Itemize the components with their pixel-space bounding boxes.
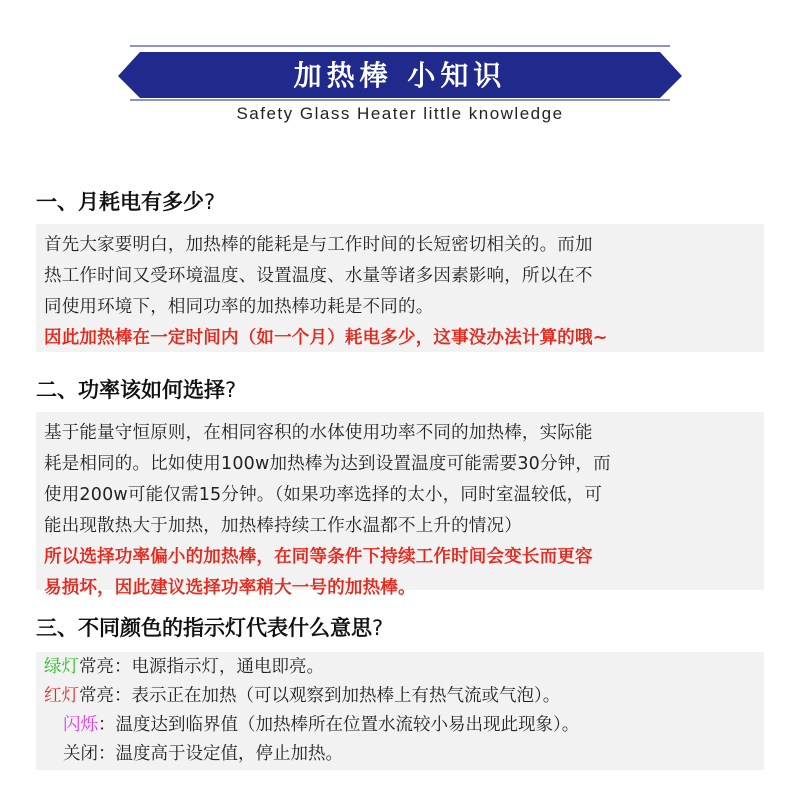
section-1-heading-text: 一、月耗电有多少	[36, 190, 204, 214]
section-1-line: 热工作时间又受环境温度、设置温度、水量等诸多因素影响，所以在不	[44, 266, 593, 286]
section-1-question-mark: ?	[204, 190, 216, 214]
section-1-highlight: 因此加热棒在一定时间内（如一个月）耗电多少，这事没办法计算的哦~	[44, 328, 608, 348]
indicator-blink-row	[44, 711, 756, 740]
indicator-panel	[36, 652, 764, 770]
banner-subtitle: Safety Glass Heater little knowledge	[236, 104, 564, 123]
red-lamp-label: 红灯	[44, 686, 79, 706]
section-2-question-mark: ?	[225, 378, 237, 402]
green-lamp-label: 绿灯	[44, 657, 79, 677]
indicator-red-row	[44, 682, 756, 711]
section-3-question-mark: ?	[372, 616, 384, 640]
section-2-line: 基于能量守恒原则，在相同容积的水体使用功率不同的加热棒，实际能	[44, 423, 593, 443]
green-lamp-state: 常亮：	[79, 657, 132, 677]
blink-state-label: 闪烁	[63, 715, 98, 735]
section-3-heading-text: 三、不同颜色的指示灯代表什么意思	[36, 616, 372, 640]
off-meaning: 温度高于设定值，停止加热。	[115, 744, 343, 764]
indicator-green-row	[44, 653, 756, 682]
section-1-panel	[36, 224, 764, 352]
section-2-line: 使用200w可能仅需15分钟。（如果功率选择的太小，同时室温较低，可	[44, 485, 603, 505]
section-1-line: 首先大家要明白，加热棒的能耗是与工作时间的长短密切相关的。而加	[44, 235, 593, 255]
blink-meaning: ：温度达到临界值（加热棒所在位置水流较小易出现此现象）。	[98, 715, 580, 735]
banner-title: 加热棒 小知识	[293, 59, 507, 92]
section-1-heading	[36, 186, 215, 216]
section-2-heading	[36, 374, 236, 404]
section-2-highlight: 易损坏，因此建议选择功率稍大一号的加热棒。	[44, 578, 416, 598]
section-3-heading	[36, 612, 383, 642]
red-lamp-state: 常亮：	[79, 686, 132, 706]
header-banner	[0, 0, 800, 140]
section-2-highlight: 所以选择功率偏小的加热棒，在同等条件下持续工作时间会变长而更容	[44, 547, 593, 567]
red-lamp-meaning: 表示正在加热（可以观察到加热棒上有热气流或气泡）。	[131, 686, 561, 706]
green-lamp-meaning: 电源指示灯，通电即亮。	[131, 657, 324, 677]
section-2-line: 耗是相同的。比如使用100w加热棒为达到设置温度可能需要30分钟，而	[44, 454, 611, 474]
section-2-line: 能出现散热大于加热，加热棒持续工作水温都不上升的情况）	[44, 516, 522, 536]
section-2-heading-text: 二、功率该如何选择	[36, 378, 225, 402]
indicator-off-row	[44, 740, 756, 769]
section-1-line: 同使用环境下，相同功率的加热棒功耗是不同的。	[44, 297, 434, 317]
section-2-panel	[36, 412, 764, 598]
off-state-label: 关闭：	[63, 744, 116, 764]
